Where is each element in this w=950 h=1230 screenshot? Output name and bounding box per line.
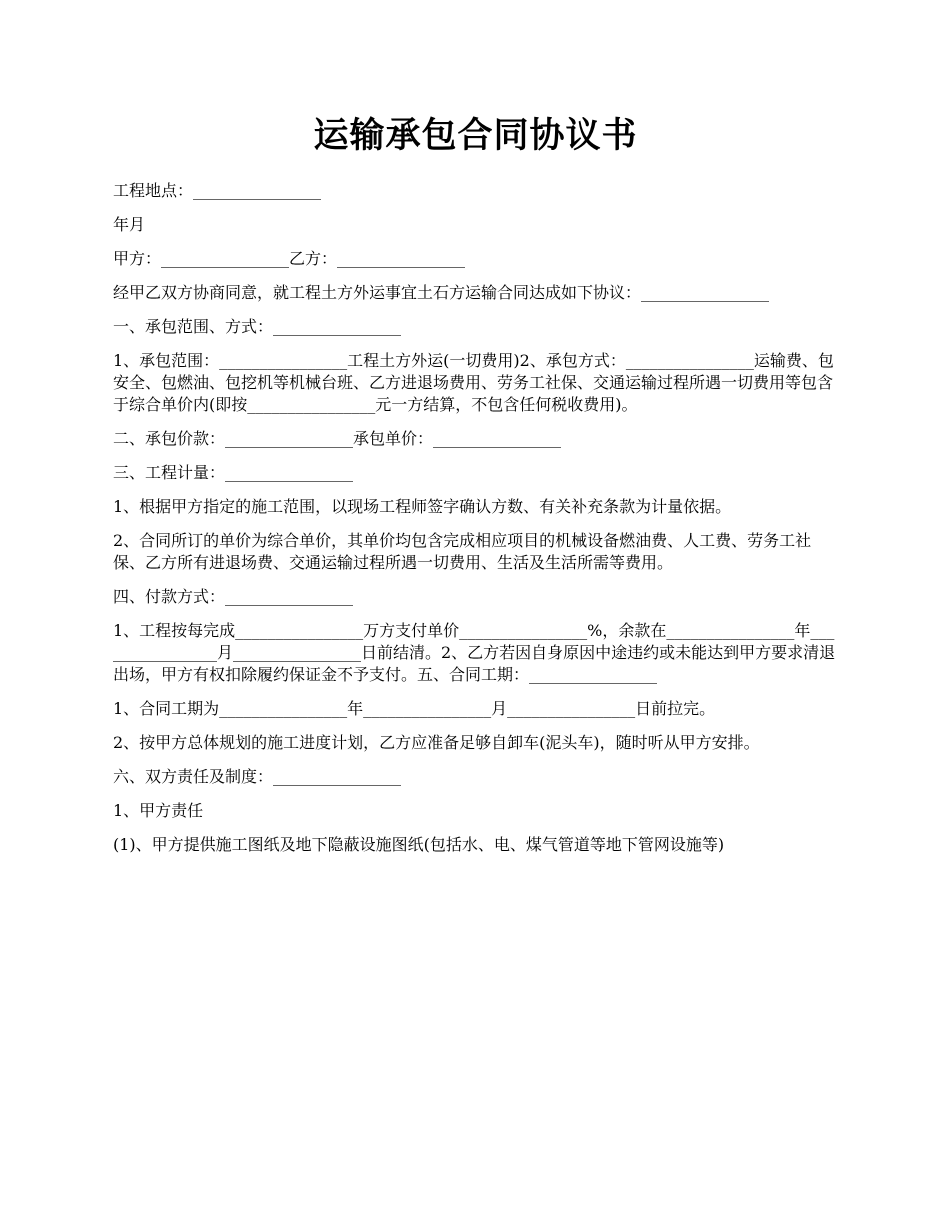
paragraph-payment-detail: 1、工程按每完成________________万方支付单价________________%，余款在________________年________________月________________日前结清。2、乙方若因自身原因中途违约或未能达到甲方要求清退出场，甲方有权扣除履约保证金不予支付。五、合同工期：________________ bbox=[113, 621, 836, 684]
paragraph-date: 年月 bbox=[113, 215, 146, 234]
paragraph-measurement-1: 1、根据甲方指定的施工范围，以现场工程师签字确认方数、有关补充条款为计量依据。 bbox=[113, 497, 732, 516]
section-heading-measurement: 三、工程计量：________________ bbox=[113, 463, 354, 482]
paragraph-project-location: 工程地点：________________ bbox=[113, 181, 322, 200]
paragraph-measurement-2: 2、合同所订的单价为综合单价，其单价均包含完成相应项目的机械设备燃油费、人工费、劳务工社保、乙方所有进退场费、交通运输过程所遇一切费用、生活及生活所需等费用。 bbox=[113, 531, 812, 572]
paragraph-duration-2: 2、按甲方总体规划的施工进度计划，乙方应准备足够自卸车(泥头车)，随时听从甲方安排。 bbox=[113, 733, 760, 752]
paragraph-scope-detail: 1、承包范围：________________工程土方外运(一切费用)2、承包方式：________________运输费、包安全、包燃油、包挖机等机械台班、乙方进退场费用、劳务工社保、交通运输过程所遇一切费用等包含于综合单价内(即按________________元一方结算，不包含任何税收费用)。 bbox=[113, 351, 834, 414]
paragraph-party-a-responsibility: 1、甲方责任 bbox=[113, 801, 204, 820]
section-heading-scope: 一、承包范围、方式：________________ bbox=[113, 317, 402, 336]
paragraph-parties: 甲方：________________乙方：________________ bbox=[113, 249, 466, 268]
paragraph-duration-1: 1、合同工期为________________年________________月________________日前拉完。 bbox=[113, 699, 716, 718]
paragraph-party-a-item-1: (1)、甲方提供施工图纸及地下隐蔽设施图纸(包括水、电、煤气管道等地下管网设施等) bbox=[113, 835, 725, 854]
section-heading-responsibilities: 六、双方责任及制度：________________ bbox=[113, 767, 402, 786]
section-heading-payment: 四、付款方式：________________ bbox=[113, 587, 354, 606]
section-heading-price: 二、承包价款：________________承包单价：________________ bbox=[113, 429, 562, 448]
paragraph-preamble: 经甲乙双方协商同意，就工程土方外运事宜土石方运输合同达成如下协议：________________ bbox=[113, 283, 770, 302]
document-body bbox=[113, 180, 838, 856]
document-title: 运输承包合同协议书 bbox=[313, 115, 638, 156]
